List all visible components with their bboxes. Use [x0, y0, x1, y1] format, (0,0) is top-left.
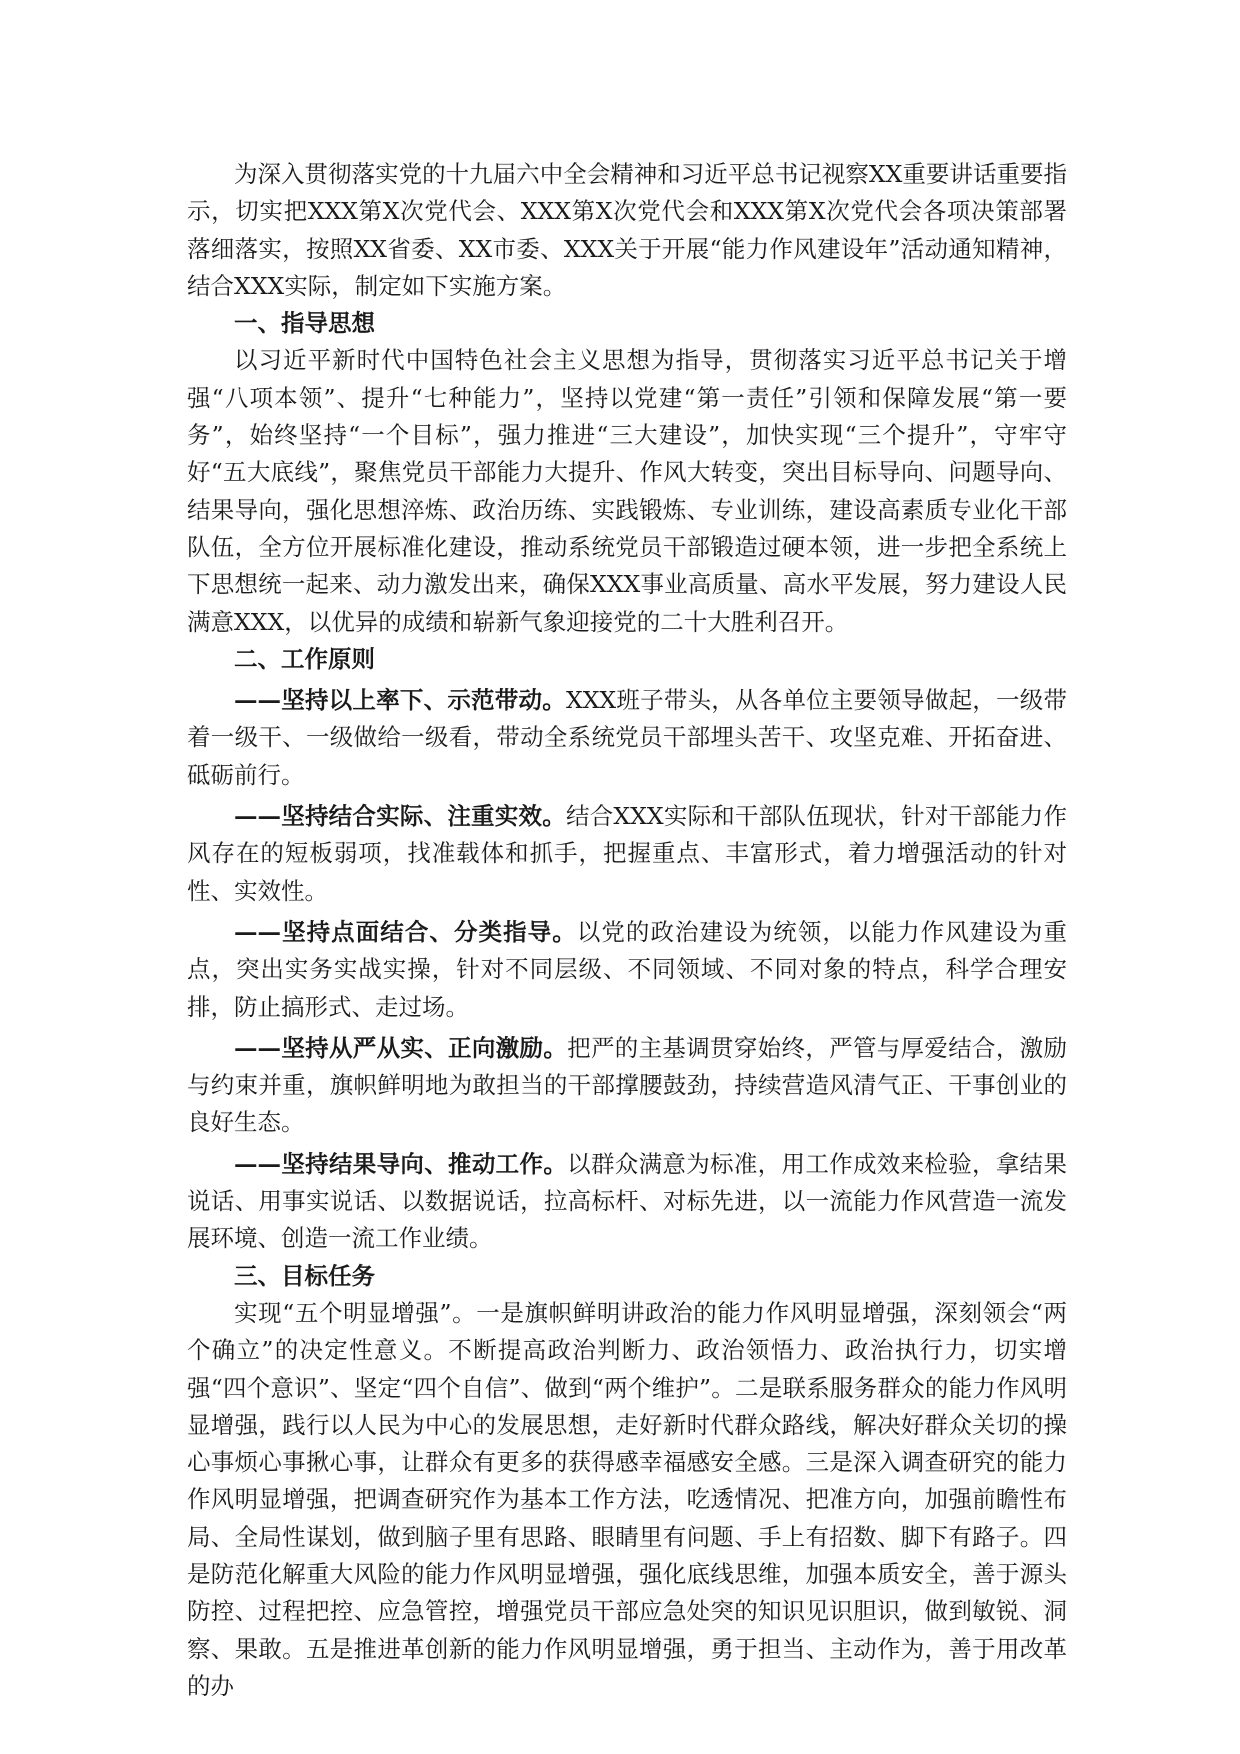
- principle-lead: ——坚持以上率下、示范带动。: [234, 686, 566, 715]
- principle-item: [187, 682, 1067, 794]
- principle-text: 以党的政治建设为统领，以能力作风建设为重点，突出实务实战实操，针对不同层级、不同领域、不同对象的特点，科学合理安排，防止搞形式、走过场。: [187, 917, 1067, 1021]
- document-page: [187, 156, 1067, 1705]
- principle-item: [187, 914, 1067, 1026]
- section-heading-guiding-ideology: 一、指导思想: [234, 309, 375, 338]
- guiding-ideology-paragraph: 以习近平新时代中国特色社会主义思想为指导，贯彻落实习近平总书记关于增强“八项本领”、提升“七种能力”，坚持以党建“第一责任”引领和保障发展“第一要务”，始终坚持“一个目标”，强力推进“三大建设”，加快实现“三个提升”，守牢守好“五大底线”，聚焦党员干部能力大提升、作风大转变，突出目标导向、问题导向、结果导向，强化思想淬炼、政治历练、实践锻炼、专业训练，建设高素质专业化干部队伍，全方位开展标准化建设，推动系统党员干部锻造过硬本领，进一步把全系统上下思想统一起来、动力激发出来，确保XXX事业高质量、高水平发展，努力建设人民满意XXX，以优异的成绩和崭新气象迎接党的二十大胜利召开。: [187, 346, 1067, 636]
- principle-lead: ——坚持结果导向、推动工作。: [234, 1149, 568, 1178]
- principle-text: XXX班子带头，从各单位主要领导做起，一级带着一级干、一级做给一级看，带动全系统党员干部埋头苦干、攻坚克难、开拓奋进、砥砺前行。: [187, 686, 1067, 789]
- principle-lead: ——坚持从严从实、正向激励。: [234, 1033, 568, 1062]
- principle-text: 以群众满意为标准，用工作成效来检验，拿结果说话、用事实说话、以数据说话，拉高标杆、对标先进，以一流能力作风营造一流发展环境、创造一流工作业绩。: [187, 1149, 1068, 1253]
- principle-item: [187, 1030, 1067, 1142]
- goals-tasks-paragraph: 实现“五个明显增强”。一是旗帜鲜明讲政治的能力作风明显增强，深刻领会“两个确立”的决定性意义。不断提高政治判断力、政治领悟力、政治执行力，切实增强“四个意识”、坚定“四个自信”、做到“两个维护”。二是联系服务群众的能力作风明显增强，践行以人民为中心的发展思想，走好新时代群众路线，解决好群众关切的操心事烦心事揪心事，让群众有更多的获得感幸福感安全感。三是深入调查研究的能力作风明显增强，把调查研究作为基本工作方法，吃透情况、把准方向，加强前瞻性布局、全局性谋划，做到脑子里有思路、眼睛里有问题、手上有招数、脚下有路子。四是防范化解重大风险的能力作风明显增强，强化底线思维，加强本质安全，善于源头防控、过程把控、应急管控，增强党员干部应急处突的知识见识胆识，做到敏锐、洞察、果敢。五是推进革创新的能力作风明显增强，勇于担当、主动作为，善于用改革的办: [187, 1298, 1067, 1700]
- principle-text: 把严的主基调贯穿始终，严管与厚爱结合，激励与约束并重，旗帜鲜明地为敢担当的干部撑腰鼓劲，持续营造风清气正、干事创业的良好生态。: [187, 1033, 1068, 1137]
- section-heading-work-principles: 二、工作原则: [234, 644, 375, 673]
- principle-text: 结合XXX实际和干部队伍现状，针对干部能力作风存在的短板弱项，找准载体和抓手，把握重点、丰富形式，着力增强活动的针对性、实效性。: [187, 802, 1067, 905]
- principle-item: [187, 798, 1067, 910]
- principle-lead: ——坚持点面结合、分类指导。: [234, 917, 577, 946]
- principle-item: [187, 1146, 1067, 1258]
- principle-lead: ——坚持结合实际、注重实效。: [234, 802, 566, 831]
- intro-paragraph: 为深入贯彻落实党的十九届六中全会精神和习近平总书记视察XX重要讲话重要指示，切实把XXX第X次党代会、XXX第X次党代会和XXX第X次党代会各项决策部署落细落实，按照XX省委、XX市委、XXX关于开展“能力作风建设年”活动通知精神，结合XXX实际，制定如下实施方案。: [187, 160, 1067, 300]
- section-heading-goals-tasks: 三、目标任务: [234, 1261, 375, 1290]
